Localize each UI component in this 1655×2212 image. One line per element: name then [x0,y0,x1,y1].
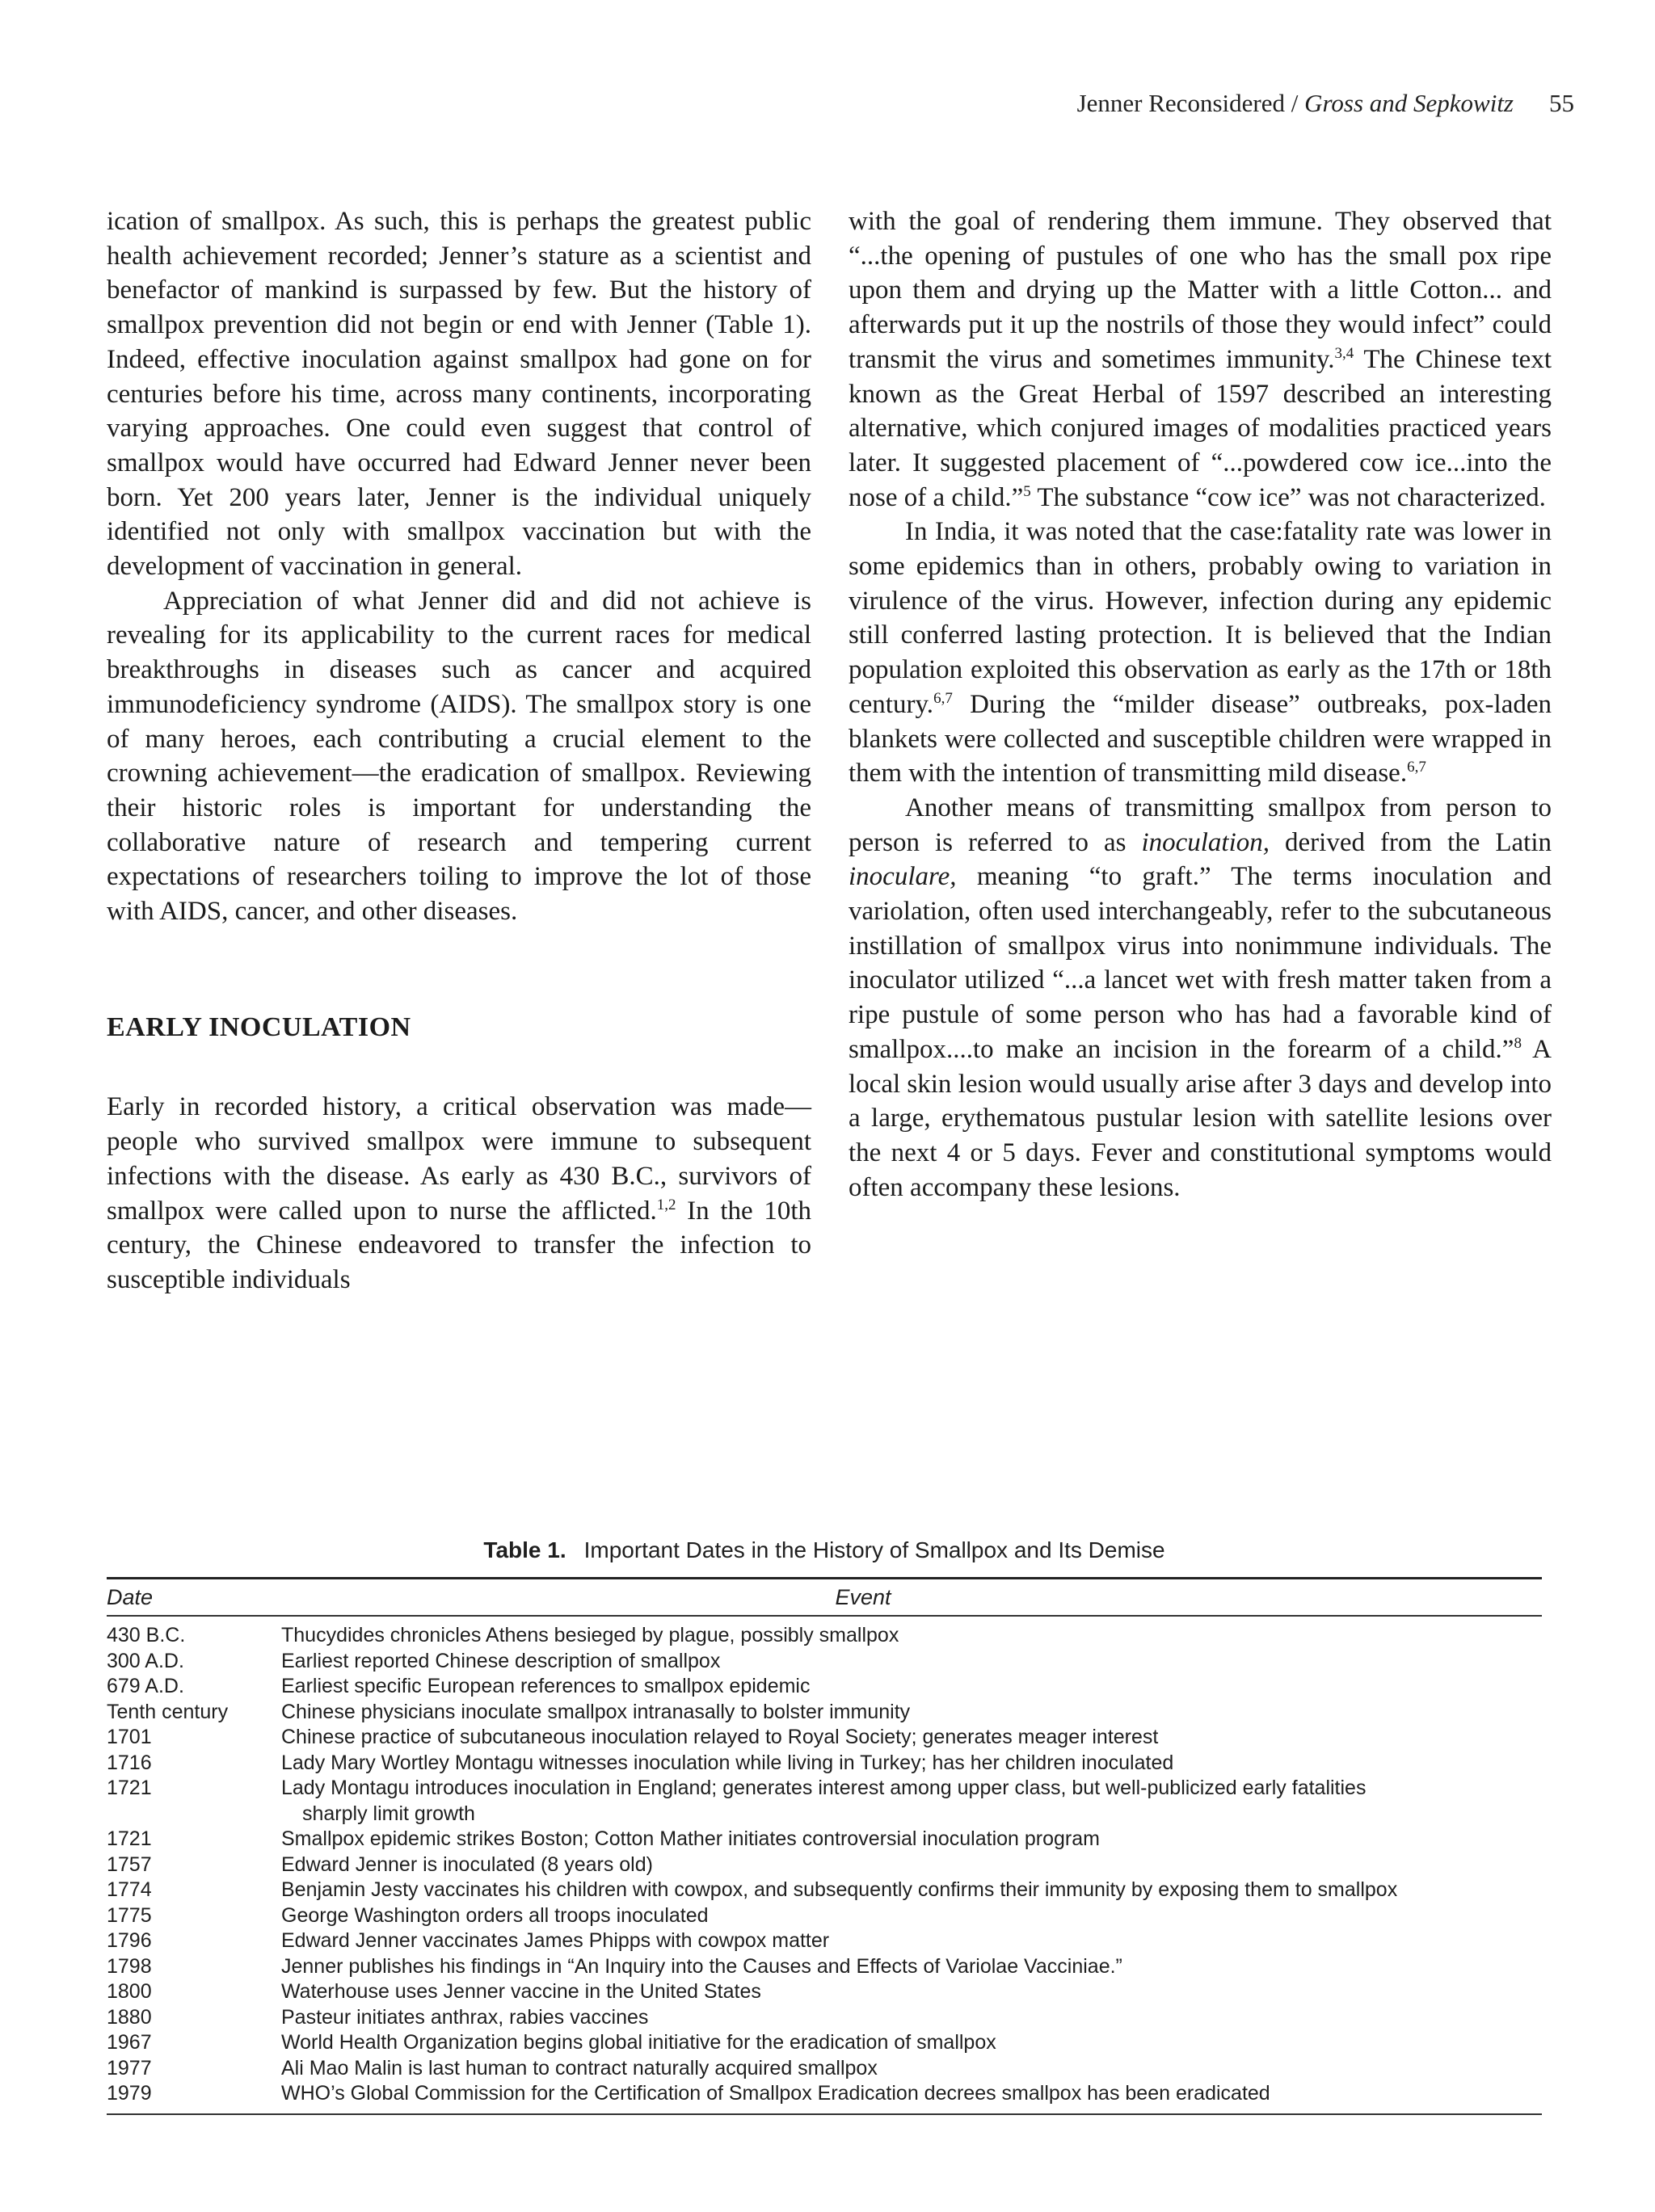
text-run: derived from the Latin [1270,827,1552,857]
event-text: Benjamin Jesty vaccinates his children with cowpox, and subsequently confirms their immunity by exposing them to smallpox [281,1878,1398,1901]
table-header-row [107,1579,1542,1615]
table-row [107,1725,1542,1751]
right-paragraph-1 [849,204,1552,515]
column-header-date: Date [107,1584,154,1609]
event-text: Thucydides chronicles Athens besieged by plague, possibly smallpox [281,1624,899,1646]
event-text: Edward Jenner vaccinates James Phipps with cowpox matter [281,1929,830,1952]
event-text: WHO’s Global Commission for the Certification of Smallpox Eradication decrees smallpox has been eradicated [281,2082,1270,2105]
event-text: Chinese practice of subcutaneous inoculation relayed to Royal Society; generates meager interest [281,1726,1159,1748]
table-cell-event [281,1776,1542,1827]
table-cell-event [281,1979,1542,2005]
table-cell-date: 1967 [107,2031,152,2054]
table-caption [107,1537,1542,1563]
table-row [107,1852,1542,1878]
table-cell-event [281,2005,1542,2031]
text-run: Early in recorded history, a critical observation was made—people who survived smallpox were immune to subsequent infections with the disease. As early as 430 B.C., survivors of smallpox were called upon to nurse the afflicted. [107,1092,811,1226]
table-cell-event [281,1903,1542,1929]
table-cell-date: 1798 [107,1954,152,1978]
table-row [107,1649,1542,1675]
text-run: Another means of transmitting smallpox from person to person is referred to as [849,793,1552,857]
event-text: Lady Montagu introduces inoculation in England; generates interest among upper class, but well-publicized early fatalities [281,1777,1367,1799]
emphasis-term: inoculation, [1141,827,1270,857]
text-run: The Chinese text known as the Great Herbal of 1597 described an interesting alternative, which conjured images of modalities practiced years later. It suggested placement of “...powdered cow ice...into the nose of a child.” [849,344,1552,512]
table-cell-date: 300 A.D. [107,1649,184,1672]
right-column [849,204,1552,1205]
table-cell-event [281,2030,1542,2056]
table-cell-date: 1721 [107,1827,152,1850]
event-text: Edward Jenner is inoculated (8 years old) [281,1852,653,1876]
table-row [107,1623,1542,1649]
table-cell-date: 1775 [107,1903,152,1927]
left-paragraph-1: ication of smallpox. As such, this is perhaps the greatest public health achievement recorded; Jenner’s stature as a scientist and benefactor of mankind is surpassed by few. But the history of smallpox prevention did not begin or end with Jenner (Table 1). Indeed, effective inoculation against smallpox had gone on for centuries before his time, across many continents, incorporating varying approaches. One could even suggest that control of smallpox would have occurred had Edward Jenner never been born. Yet 200 years later, Jenner is the individual uniquely identified not only with smallpox vaccination but with the development of vaccination in general. [107,207,811,582]
text-run: A local skin lesion would usually arise after 3 days and develop into a large, erythematous pustular lesion with satellite lesions over the next 4 or 5 days. Fever and constitutional symptoms would often accompany these lesions. [849,1034,1552,1202]
event-text: Ali Mao Malin is last human to contract naturally acquired smallpox [281,2056,878,2080]
event-text-continued: sharply limit growth [302,1802,475,1825]
table-cell-event [281,1827,1542,1852]
table-cell-event [281,1674,1542,1700]
table-row [107,1751,1542,1777]
table-cell-date: 679 A.D. [107,1675,184,1697]
event-text: George Washington orders all troops inoculated [281,1903,709,1927]
citation-ref: 6,7 [1407,759,1426,776]
event-text: Lady Mary Wortley Montagu witnesses inoculation while living in Turkey; has her children inoculated [281,1751,1174,1774]
table-cell-event [281,1725,1542,1751]
table-cell-date: 1716 [107,1751,152,1774]
table-bottom-rule [107,2113,1542,2115]
citation-ref: 8 [1514,1034,1522,1052]
left-paragraph-2: Appreciation of what Jenner did and did not achieve is revealing for its applicability to the current races for medical breakthroughs in diseases such as cancer and acquired immunodeficiency syndrome (AIDS). The smallpox story is one of many heroes, each contributing a crucial element to the crowning achievement—the eradication of smallpox. Reviewing their historic roles is important for understanding the collaborative nature of research and tempering current expectations of researchers toiling to improve the lot of those with AIDS, cancer, and other diseases. [107,586,811,927]
table-cell-date: 1796 [107,1929,152,1952]
text-run: During the “milder disease” outbreaks, pox-laden blankets were collected and susceptible children were wrapped in them with the intention of transmitting mild disease. [849,689,1552,788]
right-paragraph-2 [849,515,1552,791]
table-caption-text: Important Dates in the History of Smallpox and Its Demise [583,1537,1165,1562]
left-paragraph-3 [107,1090,811,1297]
text-run: In India, it was noted that the case:fatality rate was lower in some epidemics than in others, probably owing to variation in virulence of the virus. However, infection during any epidemic still conferred lasting protection. It is believed that the Indian population exploited this observation as early as the 17th or 18th century. [849,517,1552,719]
table-row [107,2030,1542,2056]
table-cell-event [281,1751,1542,1777]
table-row [107,1878,1542,1903]
table-cell-date: 1800 [107,1980,152,2003]
text-run: meaning “to graft.” The terms inoculation and variolation, often used interchangeably, refer to the subcutaneous instillation of smallpox virus into nonimmune individuals. The inoculator utilized “...a lancet wet with fresh matter taken from a ripe pustule of some person who has had a favorable kind of smallpox....to make an incision in the forearm of a child.” [849,862,1552,1064]
table-cell-date: 1979 [107,2082,152,2105]
table-cell-date: 1701 [107,1726,152,1748]
table-row [107,1674,1542,1700]
table-cell-date: 1880 [107,2005,152,2029]
table-row [107,2005,1542,2031]
table-row [107,1954,1542,1980]
table-1 [107,1537,1542,2115]
section-heading-early-inoculation: EARLY INOCULATION [107,1011,411,1042]
table-row [107,1827,1542,1852]
citation-ref: 6,7 [933,689,953,707]
table-cell-event [281,2056,1542,2082]
text-run: The substance “cow ice” was not characterized. [1030,482,1546,512]
text-run: In the 10th century, the Chinese endeavored to transfer the infection to susceptible individuals [107,1196,811,1294]
emphasis-term: inoculare, [849,862,957,892]
table-cell-event [281,1700,1542,1726]
table-cell-event [281,1623,1542,1649]
column-header-event: Event [835,1584,891,1609]
table-cell-date: 1721 [107,1777,152,1799]
table-cell-event [281,1852,1542,1878]
table-cell-date: Tenth century [107,1700,229,1723]
event-text: Earliest specific European references to smallpox epidemic [281,1675,811,1697]
citation-ref: 3,4 [1334,344,1354,362]
running-head [1077,89,1574,118]
right-paragraph-3 [849,791,1552,1205]
table-row [107,1903,1542,1929]
table-cell-event [281,1954,1542,1980]
event-text: Chinese physicians inoculate smallpox intranasally to bolster immunity [281,1700,911,1723]
table-row [107,2081,1542,2107]
article-authors: Gross and Sepkowitz [1304,89,1514,117]
table-cell-event [281,1928,1542,1954]
table-cell-event [281,1878,1542,1903]
event-text: Smallpox epidemic strikes Boston; Cotton Mather initiates controversial inoculation program [281,1827,1100,1850]
event-text: Waterhouse uses Jenner vaccine in the United States [281,1980,761,2003]
table-row [107,1928,1542,1954]
event-text: Jenner publishes his findings in “An Inquiry into the Causes and Effects of Variolae Vacciniae.” [281,1954,1122,1978]
event-text: Earliest reported Chinese description of smallpox [281,1649,721,1672]
left-column [107,204,811,1297]
table-row [107,1979,1542,2005]
table-cell-event [281,2081,1542,2107]
citation-ref: 5 [1023,482,1031,500]
citation-ref: 1,2 [656,1196,676,1213]
table-cell-date: 1977 [107,2056,152,2080]
table-cell-date: 430 B.C. [107,1624,186,1646]
table-body [107,1617,1542,2113]
table-label: Table 1. [483,1537,566,1562]
journal-title: Jenner Reconsidered / [1076,89,1305,117]
table-row [107,1776,1542,1827]
table-row [107,2056,1542,2082]
event-text: Pasteur initiates anthrax, rabies vaccines [281,2005,649,2029]
table-cell-event [281,1649,1542,1675]
table-cell-date: 1774 [107,1878,152,1901]
event-text: World Health Organization begins global initiative for the eradication of smallpox [281,2031,996,2054]
page-number: 55 [1549,89,1574,117]
table-row [107,1700,1542,1726]
table-cell-date: 1757 [107,1852,152,1876]
text-run: with the goal of rendering them immune. They observed that “...the opening of pustules of one who has the small pox ripe upon them and drying up the Matter with a little Cotton... and afterwards put it up the nostrils of those they would infect” could transmit the virus and sometimes immunity. [849,207,1552,374]
